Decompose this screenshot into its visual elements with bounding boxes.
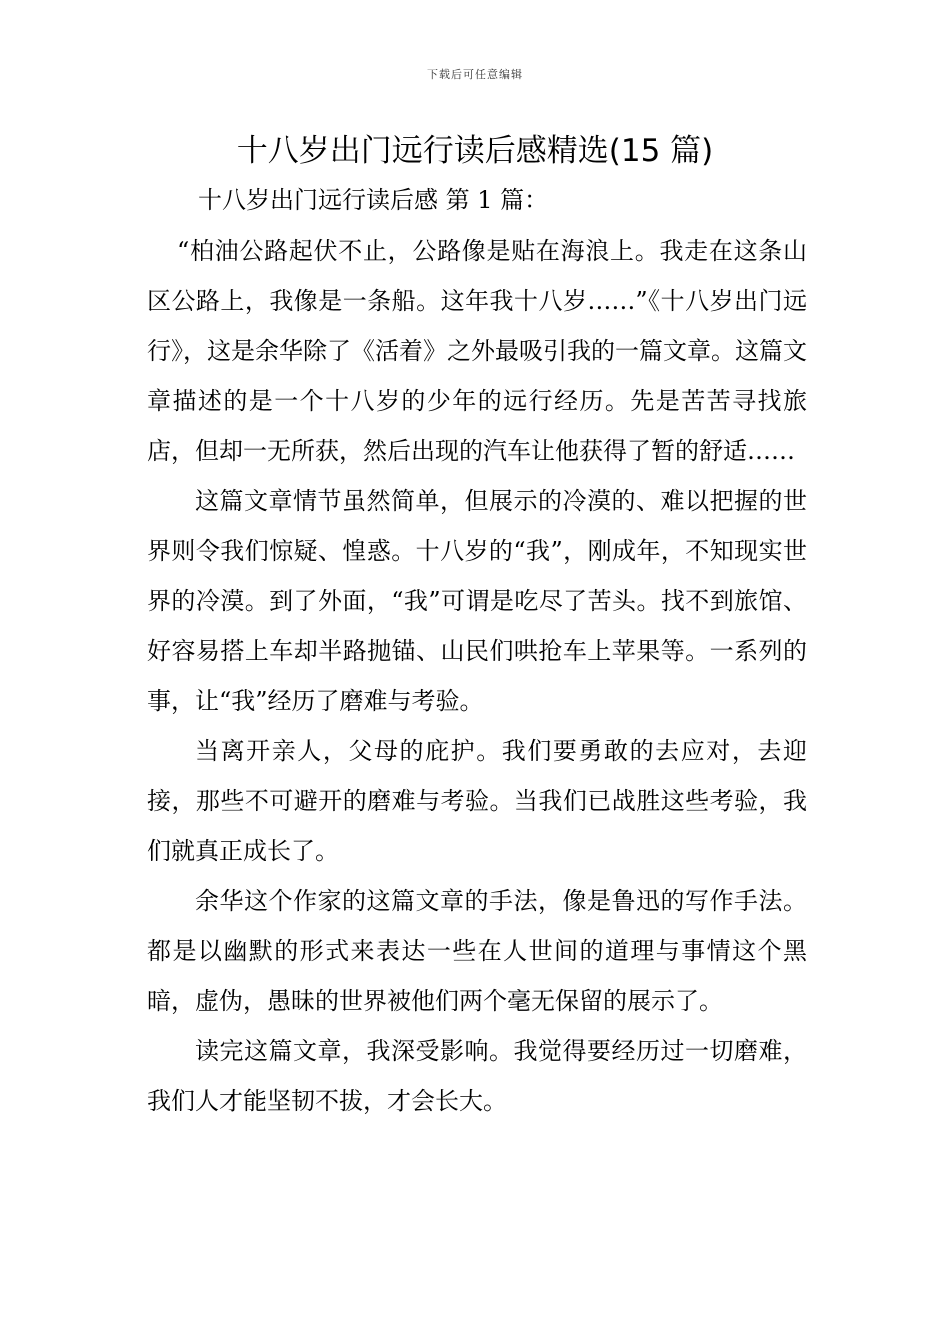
paragraph-1: “柏油公路起伏不止，公路像是贴在海浪上。我走在这条山区公路上，我像是一条船。这年我十八岁……”《十八岁出门远行》，这是余华除了《活着》之外最吸引我的一篇文章。这篇文章描述的是一个十八岁的少年的远行经历。先是苦苦寻找旅店，但却一无所获，然后出现的汽车让他获得了暂的舒适…… — [147, 237, 807, 465]
paragraph-3: 当离开亲人，父母的庇护。我们要勇敢的去应对，去迎接，那些不可避开的磨难与考验。当我们已战胜这些考验，我们就真正成长了。 — [147, 737, 807, 865]
section-subtitle: 十八岁出门远行读后感 第 1 篇： — [198, 186, 549, 214]
paragraph-2: 这篇文章情节虽然简单，但展示的冷漠的、难以把握的世界则令我们惊疑、惶惑。十八岁的“我”，刚成年，不知现实世界的冷漠。到了外面，“我”可谓是吃尽了苦头。找不到旅馆、好容易搭上车却半路抛锚、山民们哄抢车上苹果等。一系列的事，让“我”经历了磨难与考验。 — [147, 487, 807, 715]
paragraph-4: 余华这个作家的这篇文章的手法，像是鲁迅的写作手法。都是以幽默的形式来表达一些在人世间的道理与事情这个黑暗，虚伪，愚昧的世界被他们两个毫无保留的展示了。 — [147, 887, 807, 1015]
header-note: 下载后可任意编辑 — [427, 68, 523, 81]
document-title: 十八岁出门远行读后感精选(15 篇) — [236, 133, 714, 169]
paragraph-5: 读完这篇文章，我深受影响。我觉得要经历过一切磨难，我们人才能坚韧不拔，才会长大。 — [147, 1037, 807, 1115]
article-body — [147, 226, 807, 1126]
